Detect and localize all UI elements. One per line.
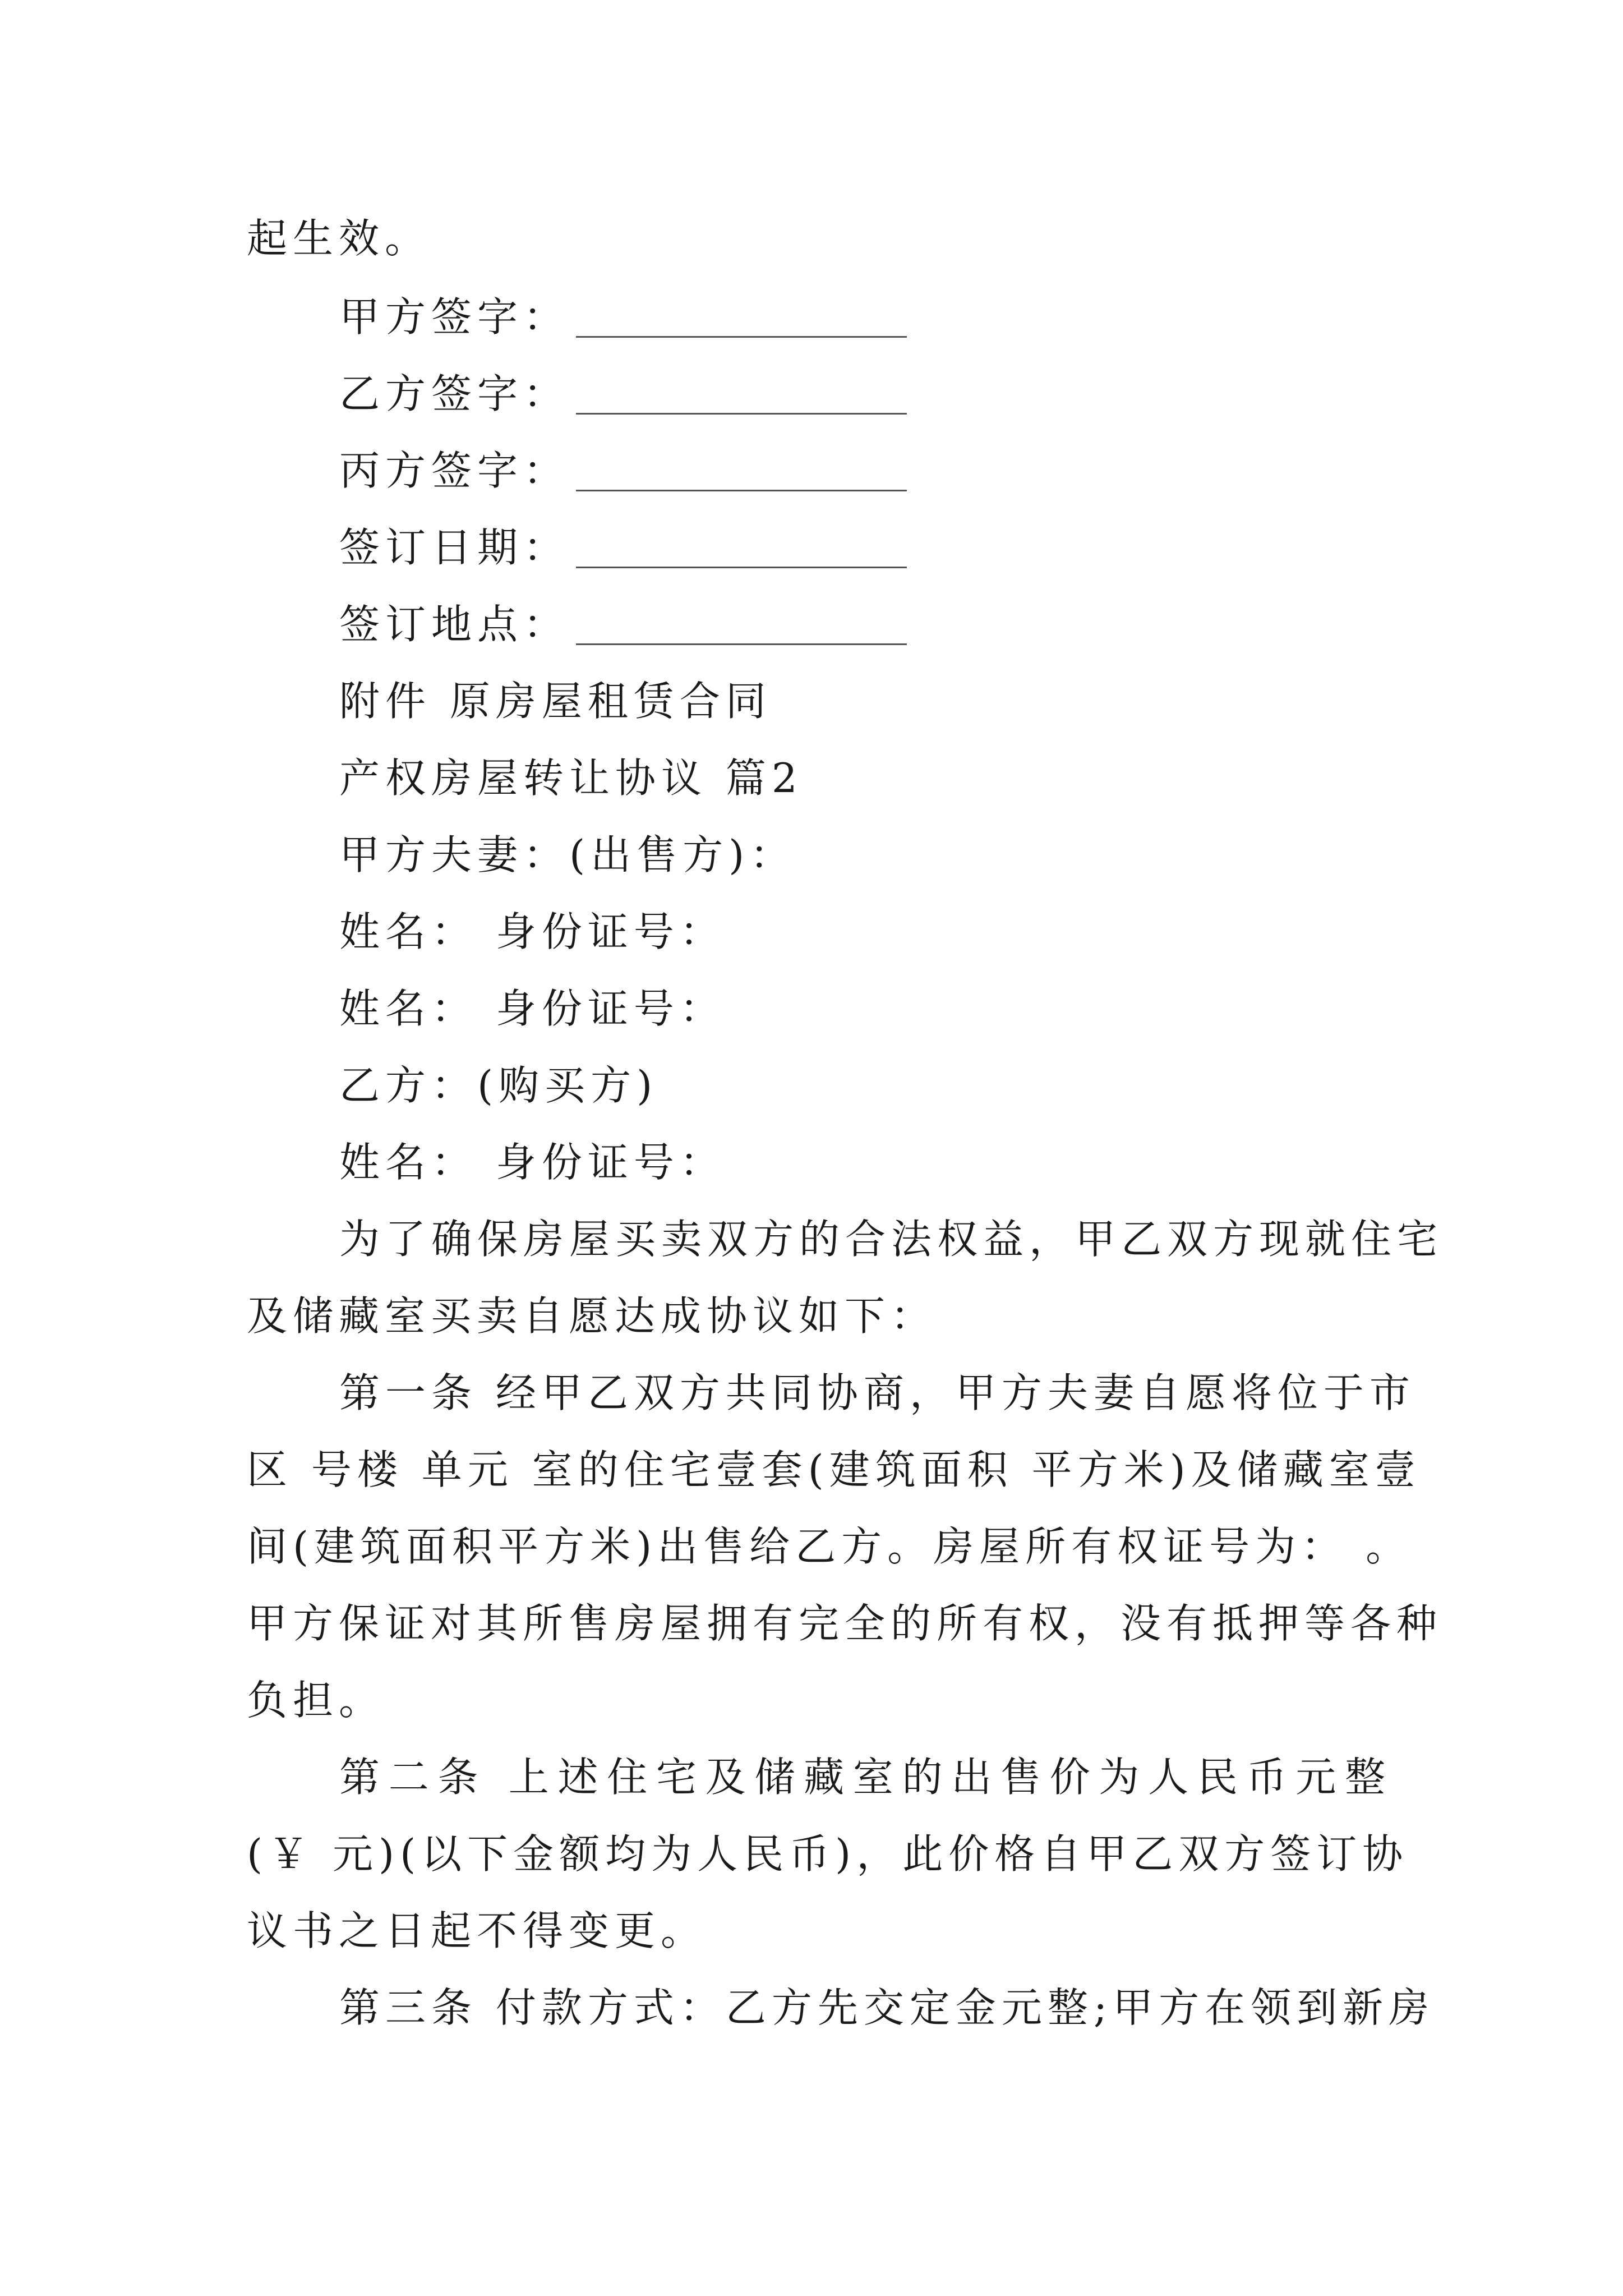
paragraph-line: 第二条 上述住宅及储藏室的出售价为人民币元整 — [339, 1754, 1391, 1801]
signature-label: 乙方签字： — [339, 370, 570, 417]
paragraph-line: 甲方保证对其所售房屋拥有完全的所有权，没有抵押等各种 — [247, 1600, 1443, 1647]
signature-label: 签订地点： — [339, 601, 570, 648]
signature-label: 签订日期： — [339, 524, 570, 571]
signature-blank[interactable] — [576, 336, 907, 338]
paragraph-line: 负担。 — [247, 1677, 385, 1724]
signature-row-party-c — [339, 443, 907, 499]
text-line: 姓名： 身份证号： — [339, 908, 726, 955]
signature-row-place — [339, 596, 907, 652]
text-line: 甲方夫妻：(出售方)： — [339, 831, 796, 878]
paragraph-line: 议书之日起不得变更。 — [247, 1907, 707, 1954]
paragraph-line: 为了确保房屋买卖双方的合法权益，甲乙双方现就住宅 — [339, 1216, 1444, 1263]
text-line: 姓名： 身份证号： — [339, 985, 726, 1032]
text-line: 姓名： 身份证号： — [339, 1139, 726, 1186]
signature-row-party-a — [339, 289, 907, 345]
paragraph-line: 区 号楼 单元 室的住宅壹套(建筑面积 平方米)及储藏室壹 — [247, 1446, 1421, 1493]
signature-label: 甲方签字： — [339, 293, 570, 341]
section-heading: 产权房屋转让协议 篇2 — [339, 754, 803, 802]
paragraph-line: (￥ 元)(以下金额均为人民币)，此价格自甲乙双方签订协 — [247, 1830, 1409, 1878]
signature-blank[interactable] — [576, 490, 907, 491]
signature-blank[interactable] — [576, 643, 907, 645]
signature-blank[interactable] — [576, 413, 907, 415]
signature-row-party-b — [339, 366, 907, 422]
paragraph-line: 第三条 付款方式：乙方先交定金元整;甲方在领到新房 — [339, 1984, 1435, 2031]
text-line: 起生效。 — [247, 215, 431, 262]
paragraph-line: 及储藏室买卖自愿达成协议如下： — [247, 1292, 937, 1340]
paragraph-line: 第一条 经甲乙双方共同协商，甲方夫妻自愿将位于市 — [339, 1369, 1415, 1416]
text-line: 附件 原房屋租赁合同 — [339, 678, 772, 725]
signature-row-date — [339, 519, 907, 576]
signature-blank[interactable] — [576, 567, 907, 568]
paragraph-line: 间(建筑面积平方米)出售给乙方。房屋所有权证号为： 。 — [247, 1523, 1412, 1570]
signature-label: 丙方签字： — [339, 447, 570, 494]
text-line: 乙方：(购买方) — [339, 1062, 658, 1109]
